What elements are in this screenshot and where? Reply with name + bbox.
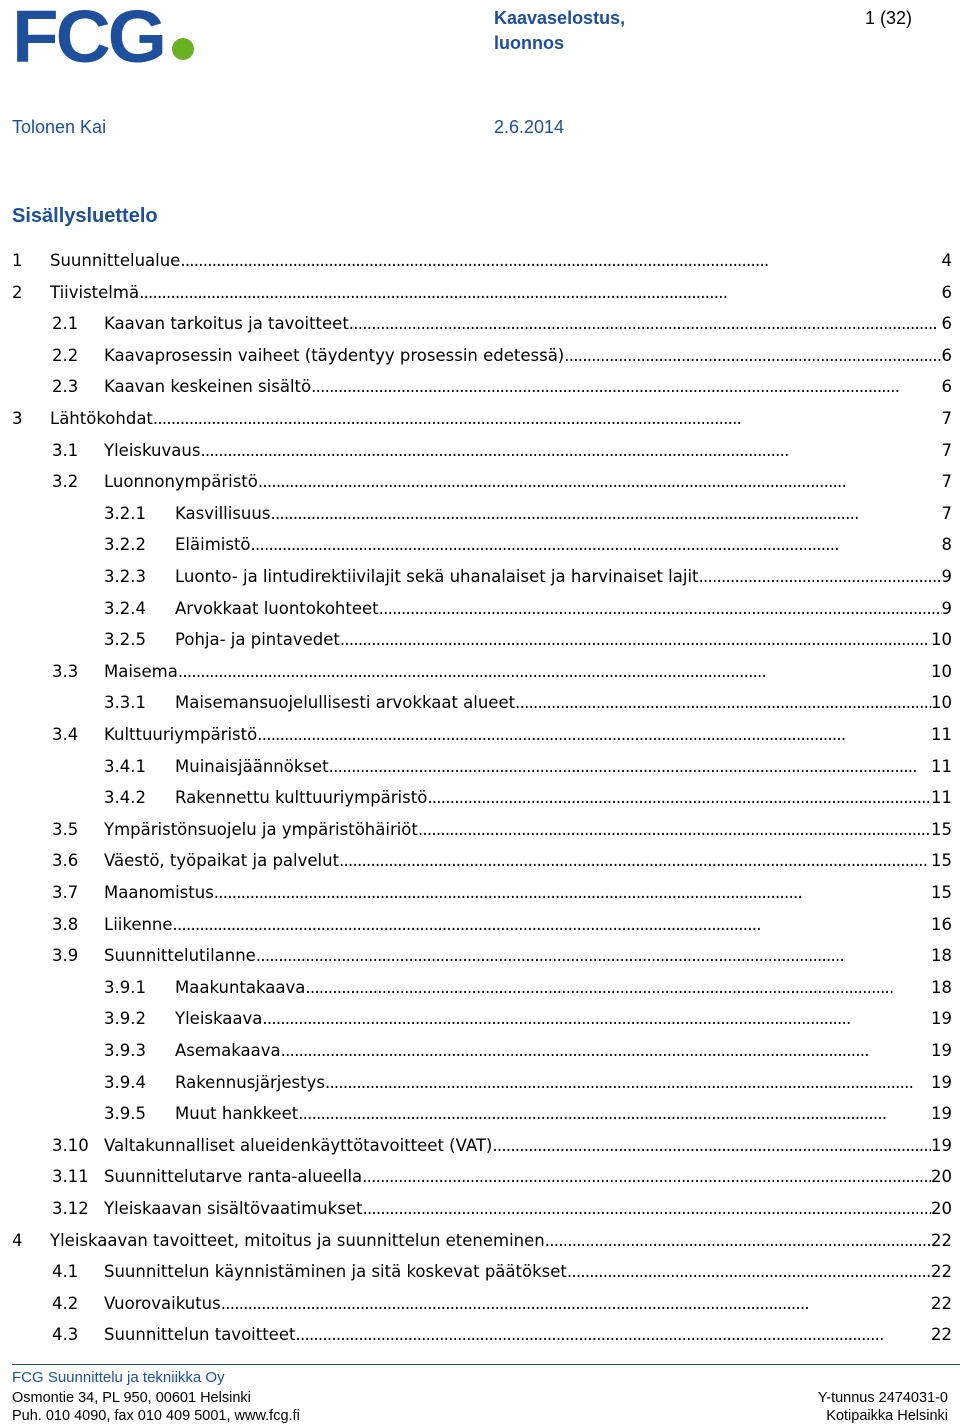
toc-leader-dots bbox=[200, 440, 941, 462]
toc-entry-title: Yleiskuvaus bbox=[104, 440, 201, 460]
toc-entry-number: 3.9.4 bbox=[104, 1072, 146, 1092]
toc-entry[interactable] bbox=[52, 912, 952, 936]
toc-entry-number: 3 bbox=[12, 409, 23, 428]
toc-entry-number: 3.2.2 bbox=[104, 535, 146, 555]
toc-entry-title: Kulttuuriympäristö bbox=[104, 725, 258, 744]
toc-entry[interactable] bbox=[104, 690, 952, 714]
toc-entry-title: Vuorovaikutus bbox=[104, 1293, 221, 1313]
footer-domicile: Kotipaikka Helsinki bbox=[826, 1408, 948, 1424]
toc-entry[interactable] bbox=[12, 1228, 952, 1252]
footer-address: Osmontie 34, PL 950, 00601 Helsinki bbox=[12, 1390, 251, 1406]
toc-entry[interactable] bbox=[52, 1133, 952, 1157]
toc-entry-number: 2.1 bbox=[52, 314, 79, 334]
toc-leader-dots bbox=[251, 534, 942, 556]
toc-entry-number: 3.11 bbox=[52, 1167, 89, 1187]
toc-entry-title: Muut hankkeet bbox=[175, 1104, 299, 1124]
toc-entry-page: 9 bbox=[941, 598, 952, 618]
toc-entry[interactable] bbox=[12, 280, 952, 304]
toc-entry[interactable] bbox=[52, 817, 952, 841]
toc-entry-page: 10 bbox=[931, 630, 952, 650]
toc-entry-page: 18 bbox=[931, 946, 952, 966]
toc-entry-page: 15 bbox=[931, 883, 952, 902]
toc-leader-dots bbox=[325, 1072, 931, 1094]
toc-entry-number: 4.3 bbox=[52, 1325, 79, 1345]
toc-entry[interactable] bbox=[104, 1038, 952, 1062]
toc-entry-number: 4 bbox=[12, 1230, 23, 1250]
toc-entry-number: 1 bbox=[12, 251, 23, 270]
toc-entry-page: 20 bbox=[931, 1199, 952, 1218]
toc-entry-page: 6 bbox=[941, 314, 952, 334]
toc-leader-dots bbox=[418, 819, 931, 841]
toc-leader-dots bbox=[298, 1103, 931, 1125]
toc-leader-dots bbox=[492, 1135, 931, 1157]
toc-entry-number: 3.7 bbox=[52, 883, 79, 902]
toc-entry-title: Asemakaava bbox=[175, 1041, 281, 1060]
toc-entry-page: 7 bbox=[941, 440, 952, 460]
toc-entry-page: 22 bbox=[931, 1293, 952, 1313]
toc-entry[interactable] bbox=[52, 1291, 952, 1315]
toc-entry-title: Luonto- ja lintudirektiivilajit sekä uhanalaiset ja harvinaiset lajit bbox=[175, 567, 699, 586]
toc-leader-dots bbox=[362, 1198, 931, 1220]
toc-leader-dots bbox=[262, 1008, 931, 1030]
toc-entry-number: 3.2.4 bbox=[104, 598, 146, 618]
toc-entry-title: Yleiskaavan tavoitteet, mitoitus ja suunnittelun eteneminen bbox=[50, 1230, 545, 1250]
toc-leader-dots bbox=[214, 882, 931, 904]
toc-heading: Sisällysluettelo bbox=[12, 205, 158, 227]
toc-entry-title: Luonnonympäristö bbox=[104, 472, 258, 492]
toc-leader-dots bbox=[305, 977, 931, 999]
toc-entry-title: Kaavaprosessin vaiheet (täydentyy prosessin edetessä) bbox=[104, 345, 565, 365]
toc-entry-page: 8 bbox=[941, 535, 952, 555]
toc-entry-number: 2.3 bbox=[52, 377, 79, 397]
author: Tolonen Kai bbox=[12, 117, 107, 137]
toc-entry-page: 22 bbox=[931, 1230, 952, 1250]
toc-entry-title: Rakennettu kulttuuriympäristö bbox=[175, 788, 428, 808]
toc-entry-page: 19 bbox=[931, 1135, 952, 1155]
toc-entry-page: 22 bbox=[931, 1262, 952, 1282]
toc-leader-dots bbox=[256, 945, 931, 967]
toc-entry-title: Yleiskaava bbox=[175, 1009, 263, 1029]
toc-entry-number: 3.9.5 bbox=[104, 1104, 146, 1124]
toc-entry-title: Pohja- ja pintavedet bbox=[175, 630, 340, 650]
toc-entry[interactable] bbox=[104, 564, 952, 588]
toc-entry-page: 9 bbox=[941, 567, 952, 586]
toc-entry-number: 3.2 bbox=[52, 472, 79, 492]
toc-entry-number: 3.9.2 bbox=[104, 1009, 146, 1029]
toc-entry-title: Kaavan tarkoitus ja tavoitteet bbox=[104, 314, 349, 334]
footer-contact: Puh. 010 4090, fax 010 409 5001, www.fcg.fi bbox=[12, 1408, 300, 1424]
toc-entry-page: 6 bbox=[941, 282, 952, 302]
toc-leader-dots bbox=[257, 724, 931, 746]
toc-entry-number: 3.12 bbox=[52, 1199, 89, 1218]
toc-entry-title: Maakuntakaava bbox=[175, 977, 306, 997]
toc-entry-number: 3.2.1 bbox=[104, 503, 146, 523]
document-title bbox=[494, 6, 694, 56]
toc-entry[interactable] bbox=[104, 596, 952, 620]
toc-leader-dots bbox=[699, 566, 942, 588]
toc-entry-title: Lähtökohdat bbox=[50, 409, 153, 428]
toc-entry[interactable] bbox=[52, 438, 952, 462]
toc-leader-dots bbox=[340, 629, 931, 651]
toc-entry-page: 20 bbox=[931, 1167, 952, 1187]
toc-entry-page: 4 bbox=[941, 251, 952, 270]
footer-divider bbox=[12, 1364, 960, 1365]
toc-entry[interactable] bbox=[52, 1322, 952, 1346]
toc-entry-title: Maisema bbox=[104, 661, 178, 681]
toc-entry-title: Ympäristönsuojelu ja ympäristöhäiriöt bbox=[104, 819, 418, 839]
toc-entry-number: 4.1 bbox=[52, 1262, 79, 1282]
toc-entry-number: 4.2 bbox=[52, 1293, 79, 1313]
toc-entry[interactable] bbox=[104, 975, 952, 999]
toc-entry-number: 3.3 bbox=[52, 661, 79, 681]
toc-leader-dots bbox=[258, 471, 942, 493]
toc-entry-page: 19 bbox=[931, 1009, 952, 1029]
toc-leader-dots bbox=[221, 1293, 931, 1315]
toc-entry-number: 3.6 bbox=[52, 851, 79, 871]
toc-entry-number: 3.9.3 bbox=[104, 1041, 146, 1060]
toc-entry-number: 3.5 bbox=[52, 819, 79, 839]
toc-entry[interactable] bbox=[52, 343, 952, 367]
toc-leader-dots bbox=[567, 1261, 931, 1283]
footer-company: FCG Suunnittelu ja tekniikka Oy bbox=[12, 1369, 225, 1386]
toc-entry-page: 7 bbox=[941, 503, 952, 523]
toc-entry-number: 3.9.1 bbox=[104, 977, 146, 997]
toc-entry-title: Suunnittelutilanne bbox=[104, 946, 256, 966]
toc-entry-page: 22 bbox=[931, 1325, 952, 1345]
toc-entry-title: Suunnittelualue bbox=[50, 251, 181, 270]
toc-leader-dots bbox=[379, 598, 942, 620]
toc-entry-page: 6 bbox=[941, 377, 952, 397]
page-number: 1 (32) bbox=[864, 8, 912, 28]
toc-entry-number: 3.10 bbox=[52, 1135, 89, 1155]
document-title-line2: luonnos bbox=[494, 33, 564, 53]
toc-entry-title: Muinaisjäännökset bbox=[175, 756, 329, 776]
toc-entry-number: 3.3.1 bbox=[104, 693, 146, 713]
toc-leader-dots bbox=[270, 503, 941, 525]
toc-entry-title: Suunnittelun tavoitteet bbox=[104, 1325, 296, 1345]
toc-entry-title: Tiivistelmä bbox=[50, 282, 140, 302]
toc-entry[interactable] bbox=[52, 848, 952, 872]
toc-entry-title: Yleiskaavan sisältövaatimukset bbox=[104, 1199, 363, 1218]
toc-entry[interactable] bbox=[12, 248, 952, 272]
toc-entry-title: Suunnittelutarve ranta-alueella bbox=[104, 1167, 363, 1187]
toc-entry-page: 15 bbox=[931, 851, 952, 871]
toc-entry-number: 3.4 bbox=[52, 725, 79, 744]
toc-entry[interactable] bbox=[12, 406, 952, 430]
toc-entry-page: 16 bbox=[931, 914, 952, 934]
toc-entry-page: 18 bbox=[931, 977, 952, 997]
toc-leader-dots bbox=[178, 661, 931, 683]
toc-entry-title: Eläimistö bbox=[175, 535, 251, 555]
toc-entry-number: 3.9 bbox=[52, 946, 79, 966]
toc-entry-page: 10 bbox=[931, 661, 952, 681]
toc-leader-dots bbox=[339, 850, 931, 872]
toc-entry-title: Kaavan keskeinen sisältö bbox=[104, 377, 312, 397]
toc-entry-title: Maisemansuojelullisesti arvokkaat alueet bbox=[175, 693, 516, 713]
logo-dot bbox=[172, 38, 194, 60]
toc-entry-number: 3.2.5 bbox=[104, 630, 146, 650]
toc-entry[interactable] bbox=[52, 943, 952, 967]
toc-leader-dots bbox=[295, 1324, 931, 1346]
toc-entry-page: 6 bbox=[941, 345, 952, 365]
toc-entry-page: 15 bbox=[931, 819, 952, 839]
toc-entry-page: 11 bbox=[931, 756, 952, 776]
fcg-logo bbox=[12, 4, 202, 68]
toc-entry-title: Liikenne bbox=[104, 914, 173, 934]
toc-entry[interactable] bbox=[104, 1006, 952, 1030]
toc-leader-dots bbox=[139, 282, 941, 304]
toc-entry[interactable] bbox=[52, 1259, 952, 1283]
toc-entry-number: 3.8 bbox=[52, 914, 79, 934]
toc-entry-title: Rakennusjärjestys bbox=[175, 1072, 325, 1092]
toc-leader-dots bbox=[281, 1040, 931, 1062]
toc-leader-dots bbox=[564, 345, 941, 367]
toc-entry[interactable] bbox=[52, 659, 952, 683]
toc-entry-number: 3.2.3 bbox=[104, 567, 146, 586]
date: 2.6.2014 bbox=[494, 117, 565, 137]
toc-entry[interactable] bbox=[104, 785, 952, 809]
toc-entry[interactable] bbox=[104, 1070, 952, 1094]
toc-entry-page: 10 bbox=[931, 693, 952, 713]
toc-entry-page: 19 bbox=[931, 1041, 952, 1060]
toc-entry[interactable] bbox=[104, 532, 952, 556]
toc-leader-dots bbox=[349, 313, 942, 335]
toc-leader-dots bbox=[515, 692, 931, 714]
toc-entry-number: 2 bbox=[12, 282, 23, 302]
toc-entry-number: 3.4.1 bbox=[104, 756, 146, 776]
toc-entry-title: Maanomistus bbox=[104, 883, 214, 902]
footer-business-id: Y-tunnus 2474031-0 bbox=[817, 1390, 948, 1406]
toc-entry[interactable] bbox=[104, 627, 952, 651]
toc-entry-page: 7 bbox=[941, 472, 952, 492]
toc-leader-dots bbox=[427, 787, 931, 809]
toc-entry-title: Suunnittelun käynnistäminen ja sitä koskevat päätökset bbox=[104, 1262, 567, 1282]
toc-entry-number: 2.2 bbox=[52, 345, 79, 365]
toc-entry-title: Kasvillisuus bbox=[175, 503, 271, 523]
toc-entry[interactable] bbox=[52, 1196, 952, 1220]
toc-entry[interactable] bbox=[52, 722, 952, 746]
toc-entry-page: 7 bbox=[941, 409, 952, 428]
toc-leader-dots bbox=[173, 914, 931, 936]
toc-leader-dots bbox=[180, 250, 941, 272]
toc-entry[interactable] bbox=[52, 311, 952, 335]
toc-leader-dots bbox=[311, 376, 941, 398]
toc-entry-title: Väestö, työpaikat ja palvelut bbox=[104, 851, 340, 871]
toc-entry[interactable] bbox=[52, 374, 952, 398]
toc-entry-page: 11 bbox=[931, 725, 952, 744]
svg-text:FCG: FCG bbox=[12, 4, 164, 68]
toc-entry-page: 19 bbox=[931, 1072, 952, 1092]
document-title-line1: Kaavaselostus, bbox=[494, 8, 626, 28]
toc-entry[interactable] bbox=[104, 1101, 952, 1125]
toc-entry-number: 3.4.2 bbox=[104, 788, 146, 808]
toc-entry-title: Arvokkaat luontokohteet bbox=[175, 598, 379, 618]
toc-entry[interactable] bbox=[104, 501, 952, 525]
toc-entry[interactable] bbox=[104, 754, 952, 778]
toc-leader-dots bbox=[545, 1230, 931, 1252]
toc-entry[interactable] bbox=[52, 469, 952, 493]
toc-leader-dots bbox=[362, 1166, 931, 1188]
toc-entry-page: 11 bbox=[931, 788, 952, 808]
toc-entry-number: 3.1 bbox=[52, 440, 79, 460]
toc-entry[interactable] bbox=[52, 1164, 952, 1188]
toc-leader-dots bbox=[153, 408, 942, 430]
toc-entry-title: Valtakunnalliset alueidenkäyttötavoitteet (VAT) bbox=[104, 1135, 493, 1155]
toc-leader-dots bbox=[329, 756, 931, 778]
toc-entry[interactable] bbox=[52, 880, 952, 904]
toc-entry-page: 19 bbox=[931, 1104, 952, 1124]
